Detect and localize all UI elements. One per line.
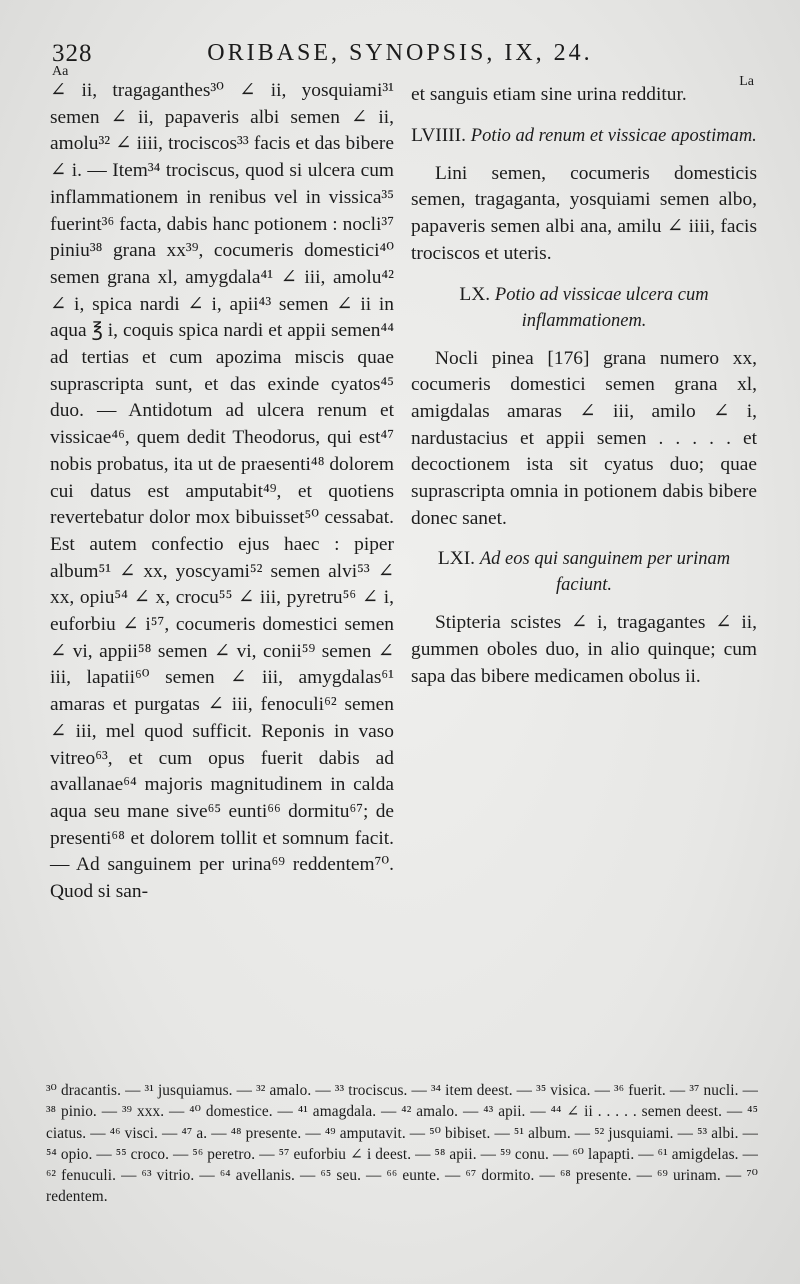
section-heading-lviiii	[411, 123, 757, 149]
section-number: LVIIII.	[411, 124, 466, 146]
page-number: 328	[52, 40, 93, 67]
section-body: Nocli pinea [176] grana numero xx, cocumeris domestici semen grana xl, amigdalas amaras ∠ iii, amilo ∠ i, nardustacius et appii semen . . . . . et decoctionem ista sit cyatus duo; quae suprascripta omnia in potionem dabis bibere donec sanet.	[411, 347, 757, 529]
section-heading-lx	[411, 282, 757, 334]
running-title: ORIBASE, SYNOPSIS, IX, 24.	[207, 40, 593, 66]
signature-mark-left: Aa	[52, 64, 69, 79]
section-body: Lini semen, cocumeris domesticis semen, tragaganta, yosquiami semen albo, papaveris semen albi ana, amilu ∠ iiii, facis trociscos et uteris.	[411, 162, 757, 264]
page-header	[0, 40, 800, 70]
section-body: Stipteria scistes ∠ i, tragagantes ∠ ii, gummen oboles duo, in alio quinque; cum sapa das bibere medicamen obolus ii.	[411, 612, 757, 687]
section-number: LXI.	[437, 548, 476, 570]
right-column-intro: et sanguis etiam sine urina redditur.	[411, 84, 687, 105]
section-number: LX.	[459, 283, 491, 305]
section-title: Potio ad vissicae ulcera cum inflammationem.	[494, 284, 709, 331]
right-column	[411, 82, 757, 691]
footnotes: ³⁰ dracantis. — ³¹ jusquiamus. — ³² amalo. — ³³ trociscus. — ³⁴ item deest. — ³⁵ visica. — ³⁶ fuerit. — ³⁷ nucli. — ³⁸ pinio. — ³⁹ xxx. — ⁴⁰ domestice. — ⁴¹ amagdala. — ⁴² amalo. — ⁴³ apii. — ⁴⁴ ∠ ii . . . . . semen deest. — ⁴⁵ ciatus. — ⁴⁶ visci. — ⁴⁷ a. — ⁴⁸ presente. — ⁴⁹ amputavit. — ⁵⁰ bibiset. — ⁵¹ album. — ⁵² jusquiami. — ⁵³ albi. — ⁵⁴ opio. — ⁵⁵ croco. — ⁵⁶ peretro. — ⁵⁷ euforbiu ∠ i deest. — ⁵⁸ apii. — ⁵⁹ conu. — ⁶⁰ lapapti. — ⁶¹ amigdelas. — ⁶² fenuculi. — ⁶³ vitrio. — ⁶⁴ avellanis. — ⁶⁵ seu. — ⁶⁶ eunte. — ⁶⁷ dormito. — ⁶⁸ presente. — ⁶⁹ urinam. — ⁷⁰ redentem.	[46, 1082, 758, 1206]
section-heading-lxi	[411, 546, 757, 598]
section-title: Ad eos qui sanguinem per urinam faciunt.	[479, 549, 731, 596]
section-title: Potio ad renum et vissicae apostimam.	[470, 125, 757, 146]
left-column-text: ∠ ii, tragaganthes³⁰ ∠ ii, yosquiami³¹ semen ∠ ii, papaveris albi semen ∠ ii, amolu³² ∠ iiii, trociscos³³ facis et das bibere ∠ i. — Item³⁴ trociscus, quod si ulcera cum inflammationem in renibus vel in vissica³⁵ fuerint³⁶ facta, dabis hanc potionem : nocli³⁷ piniu³⁸ grana xx³⁹, cocumeris domestici⁴⁰ semen grana xl, amygdala⁴¹ ∠ iii, amolu⁴² ∠ i, spica nardi ∠ i, apii⁴³ semen ∠ ii in aqua ℥ i, coquis spica nardi et appii semen⁴⁴ ad tertias et cum apozima miscis quae suprascripta sunt, et das exinde cyatos⁴⁵ duo. — Antidotum ad ulcera renum et vissicae⁴⁶, quem dedit Theodorus, qui est⁴⁷ nobis probatus, ita ut de praesenti⁴⁸ dolorem cui datus est amputabit⁴⁹, et quotiens revertebatur dolor mox bibuisset⁵⁰ cessabat. Est autem confectio ejus haec : piper album⁵¹ ∠ xx, yoscyami⁵² semen alvi⁵³ ∠ xx, opiu⁵⁴ ∠ x, crocu⁵⁵ ∠ iii, pyretru⁵⁶ ∠ i, euforbiu ∠ i⁵⁷, cocumeris domestici semen ∠ vi, appii⁵⁸ semen ∠ vi, conii⁵⁹ semen ∠ iii, lapatii⁶⁰ semen ∠ iii, amygdalas⁶¹ amaras et purgatas ∠ iii, fenoculi⁶² semen ∠ iii, mel quod sufficit. Reponis in vaso vitreo⁶³, et cum opus fuerit dabis ad avallanae⁶⁴ majoris magnitudinem in calda aqua seu mane sive⁶⁵ eunti⁶⁶ dormitu⁶⁷; de presenti⁶⁸ et dolorem tollit et somnum facit. — Ad sanguinem per urina⁶⁹ reddentem⁷⁰. Quod si san-	[50, 80, 394, 903]
signature-mark-right: La	[739, 74, 754, 89]
